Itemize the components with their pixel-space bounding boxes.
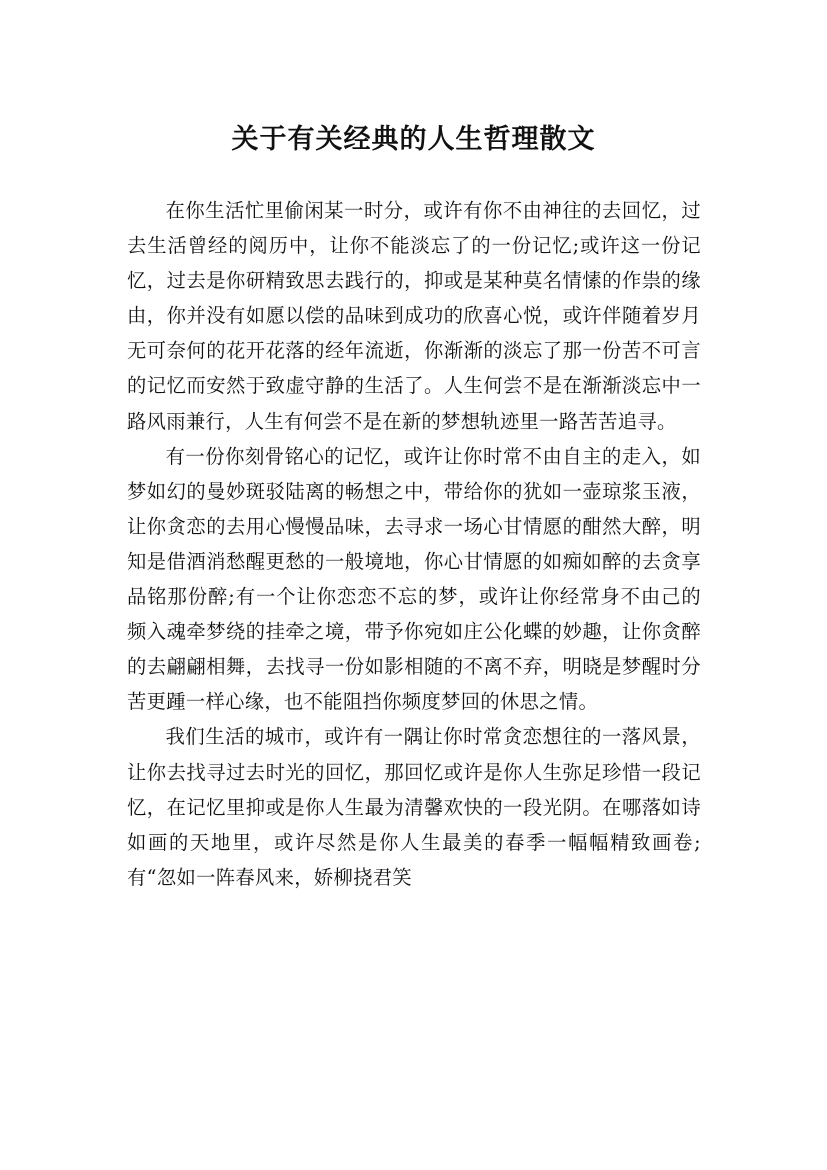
- document-title: 关于有关经典的人生哲理散文: [231, 124, 596, 156]
- paragraph: 有一份你刻骨铭心的记忆，或许让你时常不由自主的走入，如梦如幻的曼妙斑驳陆离的畅想之中，带给你的犹如一壶琼浆玉液，让你贪恋的去用心慢慢品味，去寻求一场心甘情愿的酣然大醉，明知是借酒消愁醒更愁的一般境地，你心甘情愿的如痴如醉的去贪享品铭那份醉;有一个让你恋恋不忘的梦，或许让你经常身不由己的频入魂牵梦绕的挂牵之境，带予你宛如庄公化蝶的妙趣，让你贪醉的去翩翩相舞，去找寻一份如影相随的不离不弃，明晓是梦醒时分苦更踵一样心缘，也不能阻挡你频度梦回的休思之情。: [127, 444, 701, 714]
- paragraph: 我们生活的城市，或许有一隅让你时常贪恋想往的一落风景，让你去找寻过去时光的回忆，那回忆或许是你人生弥足珍惜一段记忆，在记忆里抑或是你人生最为清馨欢快的一段光阴。在哪落如诗如画的天地里，或许尽然是你人生最美的春季一幅幅精致画卷;有“忽如一阵春风来，娇柳挠君笑: [127, 725, 701, 889]
- paragraph: 在你生活忙里偷闲某一时分，或许有你不由神往的去回忆，过去生活曾经的阅历中，让你不能淡忘了的一份记忆;或许这一份记忆，过去是你研精致思去践行的，抑或是某种莫名情愫的作祟的缘由，你并没有如愿以偿的品味到成功的欣喜心悦，或许伴随着岁月无可奈何的花开花落的经年流逝，你渐渐的淡忘了那一份苦不可言的记忆而安然于致虚守静的生活了。人生何尝不是在渐渐淡忘中一路风雨兼行，人生有何尝不是在新的梦想轨迹里一路苦苦追寻。: [127, 199, 701, 433]
- document-body: [127, 193, 701, 895]
